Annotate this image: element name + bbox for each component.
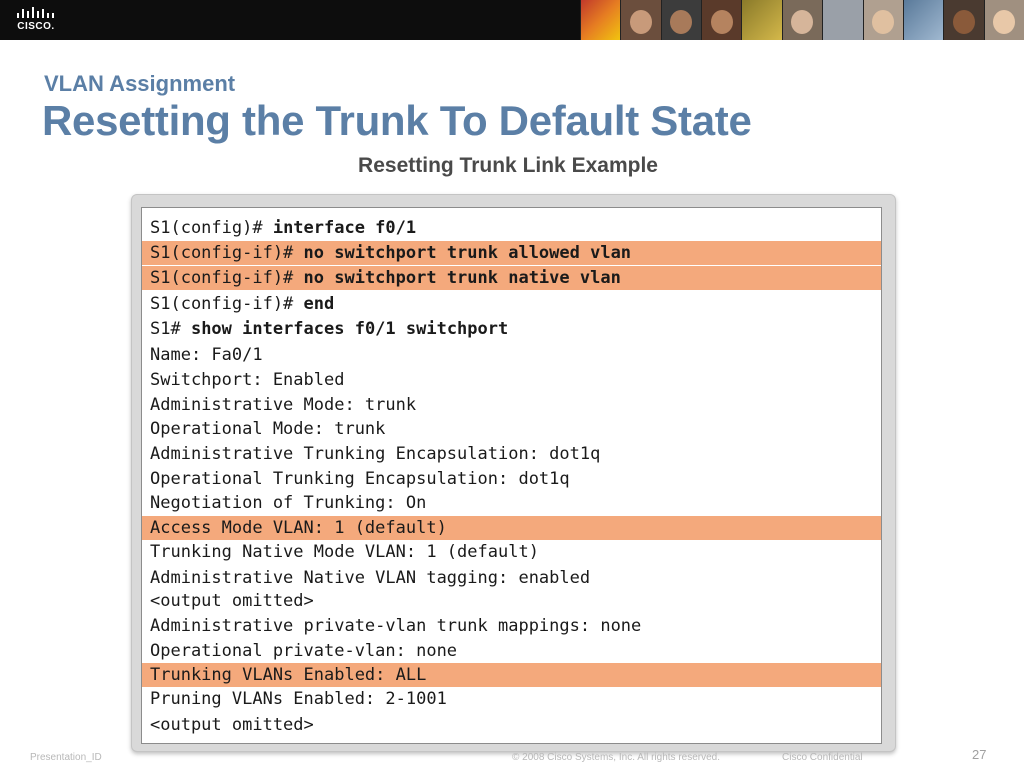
terminal-prompt: S1(config)# bbox=[150, 218, 273, 238]
terminal-line bbox=[142, 540, 881, 564]
terminal-line bbox=[142, 663, 881, 687]
terminal-command: show interfaces f0/1 switchport bbox=[190, 319, 509, 339]
terminal-prompt: Administrative private-vlan trunk mappings: none bbox=[150, 616, 642, 636]
terminal-line bbox=[142, 266, 881, 290]
terminal-prompt: Trunking Native Mode VLAN: 1 (default) bbox=[150, 542, 539, 562]
banner-photo bbox=[903, 0, 943, 40]
terminal-prompt: Pruning VLANs Enabled: 2-1001 bbox=[150, 689, 447, 709]
terminal-line bbox=[142, 317, 881, 341]
terminal-line bbox=[142, 687, 881, 711]
page-number: 27 bbox=[972, 747, 987, 762]
figure-caption: Resetting Trunk Link Example bbox=[358, 154, 658, 177]
terminal-prompt: <output omitted> bbox=[150, 715, 314, 735]
banner-photo bbox=[782, 0, 822, 40]
footer-copyright: © 2008 Cisco Systems, Inc. All rights reserved. bbox=[512, 752, 721, 763]
terminal-prompt: Operational Trunking Encapsulation: dot1q bbox=[150, 469, 570, 489]
terminal-line bbox=[142, 516, 881, 540]
slide-title: Resetting the Trunk To Default State bbox=[42, 97, 752, 144]
terminal-line bbox=[142, 639, 881, 663]
terminal-prompt: Name: Fa0/1 bbox=[150, 345, 263, 365]
terminal-prompt: S1(config-if)# bbox=[150, 268, 304, 288]
terminal-prompt: Administrative Native VLAN tagging: enabled bbox=[150, 568, 591, 588]
terminal-line bbox=[142, 566, 881, 590]
terminal-prompt: Access Mode VLAN: 1 (default) bbox=[150, 518, 447, 538]
terminal-prompt: Administrative Mode: trunk bbox=[150, 395, 417, 415]
terminal-line bbox=[142, 589, 881, 613]
terminal-prompt: <output omitted> bbox=[150, 591, 314, 611]
terminal-line bbox=[142, 343, 881, 367]
terminal-prompt: S1(config-if)# bbox=[150, 243, 304, 263]
terminal-prompt: Administrative Trunking Encapsulation: dot1q bbox=[150, 444, 601, 464]
terminal-prompt: Negotiation of Trunking: On bbox=[150, 493, 427, 513]
terminal-line bbox=[142, 216, 881, 240]
banner-photo bbox=[822, 0, 862, 40]
cisco-bridge-icon bbox=[14, 6, 58, 20]
terminal-command: no switchport trunk allowed vlan bbox=[303, 243, 632, 263]
banner-photo bbox=[661, 0, 701, 40]
banner-photo bbox=[984, 0, 1024, 40]
slide-subtitle: VLAN Assignment bbox=[44, 71, 236, 96]
banner-photo bbox=[741, 0, 781, 40]
terminal-prompt: S1(config-if)# bbox=[150, 294, 304, 314]
terminal-prompt: Switchport: Enabled bbox=[150, 370, 345, 390]
terminal-line bbox=[142, 614, 881, 638]
footer-confidential: Cisco Confidential bbox=[782, 752, 863, 763]
terminal-line bbox=[142, 491, 881, 515]
banner-photo bbox=[620, 0, 660, 40]
terminal-prompt: Operational Mode: trunk bbox=[150, 419, 386, 439]
terminal-line bbox=[142, 393, 881, 417]
footer-presentation-id: Presentation_ID bbox=[30, 752, 102, 763]
banner-photo bbox=[943, 0, 983, 40]
terminal-line bbox=[142, 442, 881, 466]
header-banner bbox=[0, 0, 1024, 40]
banner-photo bbox=[701, 0, 741, 40]
terminal-prompt: Trunking VLANs Enabled: ALL bbox=[150, 665, 427, 685]
terminal-frame bbox=[131, 194, 896, 752]
terminal-line bbox=[142, 467, 881, 491]
terminal-line bbox=[142, 713, 881, 737]
terminal-line bbox=[142, 417, 881, 441]
terminal-line bbox=[142, 241, 881, 265]
terminal-line bbox=[142, 292, 881, 316]
terminal-command: end bbox=[303, 294, 335, 314]
terminal-prompt: S1# bbox=[150, 319, 191, 339]
banner-photo bbox=[580, 0, 620, 40]
banner-photo bbox=[863, 0, 903, 40]
terminal-line bbox=[142, 368, 881, 392]
terminal-command: interface f0/1 bbox=[272, 218, 417, 238]
cisco-logo bbox=[14, 6, 62, 34]
terminal-output bbox=[141, 207, 882, 744]
cisco-logo-text: CISCO. bbox=[17, 21, 55, 32]
terminal-prompt: Operational private-vlan: none bbox=[150, 641, 458, 661]
banner-photo-strip bbox=[580, 0, 1024, 40]
terminal-command: no switchport trunk native vlan bbox=[303, 268, 621, 288]
